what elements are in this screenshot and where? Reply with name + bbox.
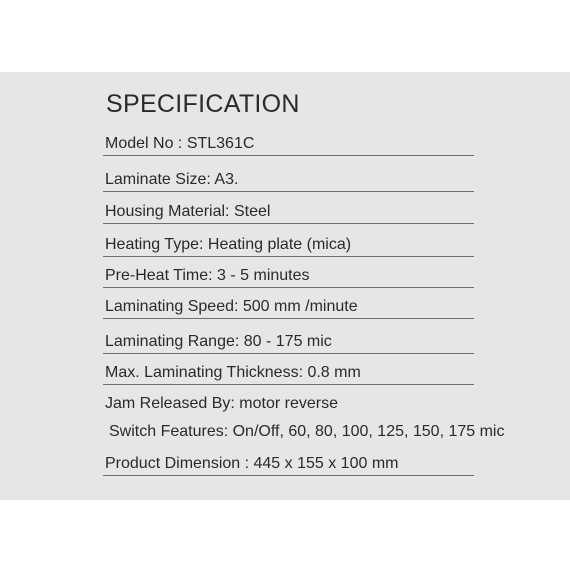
spec-text: Laminate Size: A3. (105, 171, 239, 188)
spec-text: Jam Released By: motor reverse (105, 395, 338, 412)
spec-text: Housing Material: Steel (105, 203, 271, 220)
spec-text: Laminating Range: 80 - 175 mic (105, 333, 332, 350)
specification-title: SPECIFICATION (106, 90, 300, 118)
spec-text: Heating Type: Heating plate (mica) (105, 236, 352, 253)
spec-row-model-no (103, 130, 474, 156)
spec-row-housing-material (103, 198, 474, 224)
spec-row-laminating-range (103, 328, 474, 354)
spec-row-max-laminating-thickness (103, 359, 474, 385)
spec-text: Switch Features: On/Off, 60, 80, 100, 125, 150, 175 mic (109, 423, 505, 440)
specification-panel (0, 72, 570, 500)
spec-row-product-dimension (103, 450, 474, 476)
spec-row-laminate-size (103, 166, 474, 192)
spec-row-laminating-speed (103, 293, 474, 319)
spec-text: Model No : STL361C (105, 135, 255, 152)
spec-text: Laminating Speed: 500 mm /minute (105, 298, 358, 315)
spec-text: Product Dimension : 445 x 155 x 100 mm (105, 455, 399, 472)
spec-row-pre-heat-time (103, 262, 474, 288)
spec-text: Max. Laminating Thickness: 0.8 mm (105, 364, 361, 381)
spec-text: Pre-Heat Time: 3 - 5 minutes (105, 267, 310, 284)
spec-row-heating-type (103, 231, 474, 257)
